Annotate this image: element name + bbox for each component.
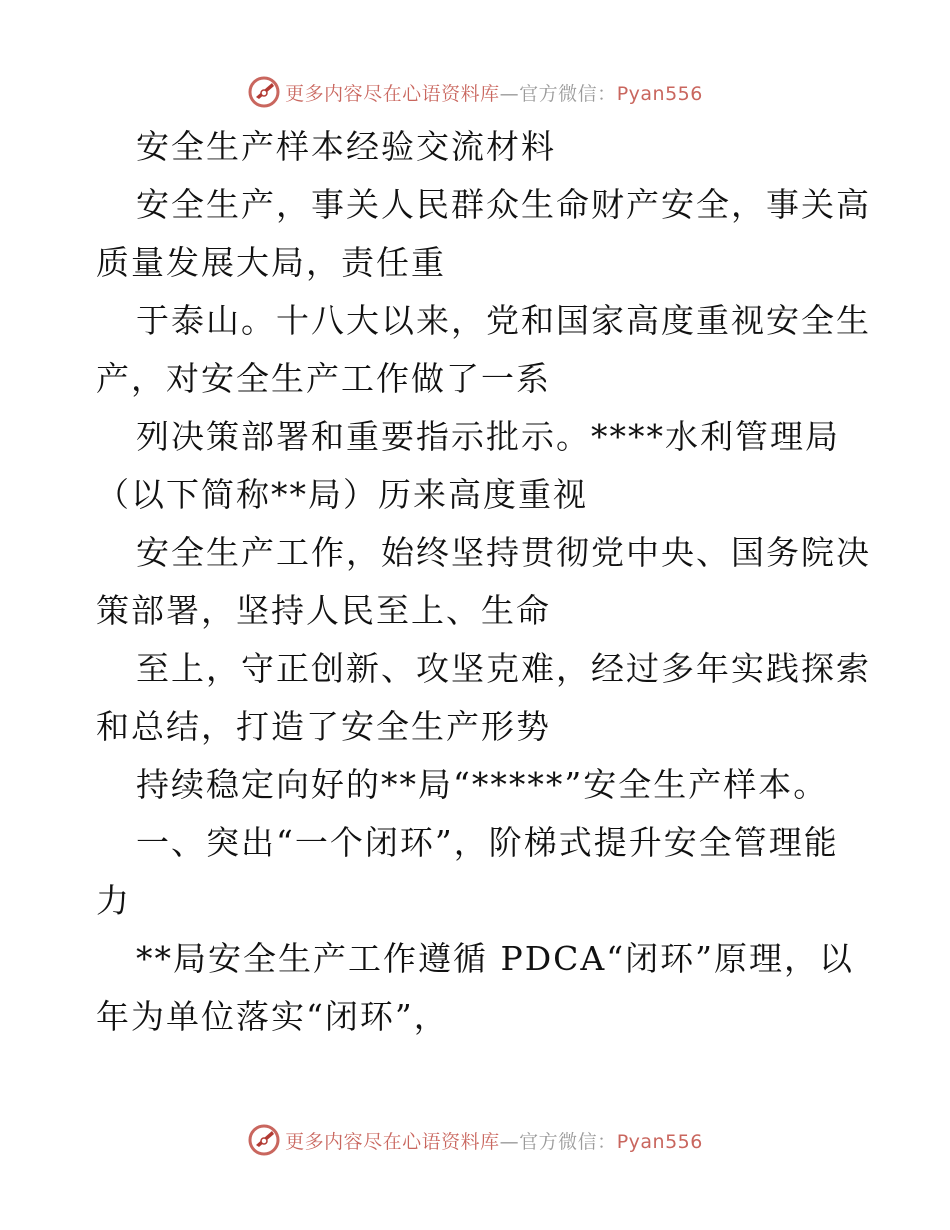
watermark-brand: 更多内容尽在心语资料库 — [285, 1130, 500, 1153]
text-line: 持续稳定向好的**局“*****”安全生产样本。 — [136, 765, 829, 804]
text-line: （以下简称**局）历来高度重视 — [96, 475, 588, 514]
text-line: 产，对安全生产工作做了一系 — [96, 359, 551, 398]
watermark-text — [285, 1127, 703, 1154]
text-line: 于泰山。十八大以来，党和国家高度重视安全生 — [136, 301, 871, 340]
text-line: 列决策部署和重要指示批示。****水利管理局 — [136, 417, 840, 456]
text-line: 安全生产样本经验交流材料 — [136, 127, 556, 166]
watermark-official: 官方微信： — [519, 1130, 617, 1153]
watermark-header — [0, 72, 950, 112]
text-line: 年为单位落实“闭环”， — [96, 997, 449, 1036]
text-line: 和总结，打造了安全生产形势 — [96, 707, 551, 746]
text-line: 一、突出“一个闭环”，阶梯式提升安全管理能 — [136, 823, 839, 862]
document-body — [96, 118, 871, 1046]
watermark-logo-icon — [247, 75, 281, 109]
text-line: 力 — [96, 881, 131, 920]
watermark-account: Pyan556 — [616, 1130, 703, 1153]
text-line: 安全生产工作，始终坚持贯彻党中央、国务院决 — [136, 533, 871, 572]
watermark-separator: — — [499, 1130, 520, 1153]
text-line: 安全生产，事关人民群众生命财产安全，事关高 — [136, 185, 871, 224]
text-line: 至上，守正创新、攻坚克难，经过多年实践探索 — [136, 649, 871, 688]
watermark-separator: — — [499, 82, 520, 105]
watermark-logo-icon — [247, 1123, 281, 1157]
watermark-text — [285, 79, 703, 106]
watermark-footer — [0, 1120, 950, 1160]
text-line: 策部署，坚持人民至上、生命 — [96, 591, 551, 630]
text-line: **局安全生产工作遵循 PDCA“闭环”原理，以 — [136, 939, 854, 978]
watermark-brand: 更多内容尽在心语资料库 — [285, 82, 500, 105]
watermark-account: Pyan556 — [616, 82, 703, 105]
watermark-official: 官方微信： — [519, 82, 617, 105]
text-line: 质量发展大局，责任重 — [96, 243, 446, 282]
